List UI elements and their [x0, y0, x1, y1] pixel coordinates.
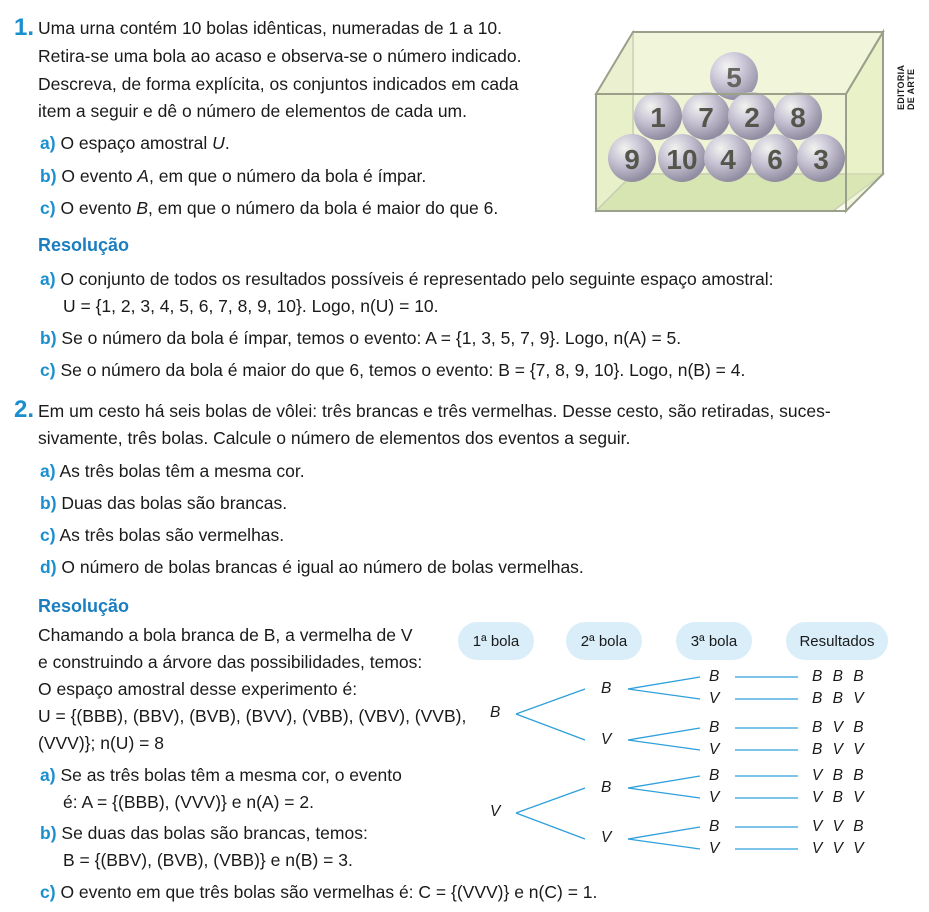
- q2-item-a: a) As três bolas têm a mesma cor.: [40, 461, 305, 481]
- svg-text:4: 4: [720, 144, 736, 175]
- q1-line-3: Descreva, de forma explícita, os conjuntos indicados em cada: [38, 74, 519, 94]
- res1-b-line: b) Se o número da bola é ímpar, temos o evento: A = {1, 3, 5, 7, 9}. Logo, n(A) = 5.: [40, 328, 682, 348]
- res2-c-line: c) O evento em que três bolas são vermelhas é: C = {(VVV)} e n(C) = 1.: [40, 882, 598, 902]
- tree-level1-b: B: [490, 704, 501, 721]
- q1-item-a: a) O espaço amostral U.: [40, 133, 230, 153]
- res2-line-4: U = {(BBB), (BBV), (BVB), (BVV), (VBB), (VBV), (VVB),: [38, 706, 467, 726]
- tree-level3-4: V: [709, 741, 720, 758]
- tree-level3-1: B: [709, 668, 720, 685]
- svg-text:8: 8: [790, 102, 806, 133]
- tree-level3-6: V: [709, 789, 720, 806]
- svg-text:5: 5: [726, 62, 742, 93]
- resolution-2-heading: Resolução: [38, 596, 130, 616]
- tree-level2-b-1: B: [601, 680, 612, 697]
- tree-level3-2: V: [709, 690, 720, 707]
- q1-line-4: item a seguir e dê o número de elementos de cada um.: [38, 101, 467, 121]
- svg-text:2: 2: [744, 102, 760, 133]
- q1-line-2: Retira-se uma bola ao acaso e observa-se o número indicado.: [38, 46, 522, 66]
- tree-level2-v-2: V: [601, 829, 612, 846]
- svg-text:7: 7: [698, 102, 714, 133]
- res2-line-2: e construindo a árvore das possibilidades, temos:: [38, 652, 423, 672]
- tree-result-7: V V B: [812, 818, 867, 835]
- res2-line-1: Chamando a bola branca de B, a vermelha de V: [38, 625, 413, 645]
- res2-line-3: O espaço amostral desse experimento é:: [38, 679, 358, 699]
- svg-text:6: 6: [767, 144, 783, 175]
- res2-line-5: (VVV)}; n(U) = 8: [38, 733, 164, 753]
- tree-level2-v-1: V: [601, 731, 612, 748]
- res2-b-line-1: b) Se duas das bolas são brancas, temos:: [40, 823, 368, 843]
- question-number-2: 2.: [14, 396, 35, 423]
- q2-item-b: b) Duas das bolas são brancas.: [40, 493, 288, 513]
- q2-item-d: d) O número de bolas brancas é igual ao número de bolas vermelhas.: [40, 557, 584, 577]
- tree-level3-8: V: [709, 840, 720, 857]
- tree-level1-v: V: [490, 803, 501, 820]
- q2-item-c: c) As três bolas são vermelhas.: [40, 525, 285, 545]
- tree-header-second: 2ª bola: [566, 622, 642, 660]
- resolution-1-heading: Resolução: [38, 235, 130, 255]
- tree-result-8: V V V: [812, 840, 867, 857]
- tree-level2-b-2: B: [601, 779, 612, 796]
- tree-header-third: 3ª bola: [676, 622, 752, 660]
- tree-header-results: Resultados: [786, 622, 888, 660]
- tree-level3-3: B: [709, 719, 720, 736]
- tree-result-4: B V V: [812, 741, 867, 758]
- tree-result-3: B V B: [812, 719, 867, 736]
- res1-c-line: c) Se o número da bola é maior do que 6, temos o evento: B = {7, 8, 9, 10}. Logo, n(B) = 4.: [40, 360, 746, 380]
- tree-level3-5: B: [709, 767, 720, 784]
- q2-line-2: sivamente, três bolas. Calcule o número de elementos dos eventos a seguir.: [38, 428, 631, 448]
- tree-result-2: B B V: [812, 690, 867, 707]
- tree-result-5: V B B: [812, 767, 867, 784]
- q1-item-c: c) O evento B, em que o número da bola é maior do que 6.: [40, 198, 499, 218]
- tree-level3-7: B: [709, 818, 720, 835]
- q1-item-b: b) O evento A, em que o número da bola é ímpar.: [40, 166, 427, 186]
- tree-result-1: B B B: [812, 668, 867, 685]
- res1-a-line-1: a) O conjunto de todos os resultados possíveis é representado pelo seguinte espaço amostral:: [40, 269, 774, 289]
- svg-text:9: 9: [624, 144, 640, 175]
- svg-text:10: 10: [666, 144, 698, 175]
- res1-a-line-2: U = {1, 2, 3, 4, 5, 6, 7, 8, 9, 10}. Logo, n(U) = 10.: [63, 296, 439, 316]
- q2-line-1: Em um cesto há seis bolas de vôlei: três brancas e três vermelhas. Desse cesto, são retiradas, suces-: [38, 401, 831, 421]
- tree-header-first: 1ª bola: [458, 622, 534, 660]
- res2-a-line-2: é: A = {(BBB), (VVV)} e n(A) = 2.: [63, 792, 314, 812]
- urn-illustration: [588, 26, 898, 221]
- question-number-1: 1.: [14, 14, 35, 41]
- svg-text:1: 1: [650, 102, 666, 133]
- svg-text:3: 3: [813, 144, 829, 175]
- res2-a-line-1: a) Se as três bolas têm a mesma cor, o evento: [40, 765, 402, 785]
- tree-result-6: V B V: [812, 789, 867, 806]
- illustration-credit: EDITORIA DE ARTE: [896, 65, 916, 110]
- tree-branches: [460, 665, 820, 865]
- res2-b-line-2: B = {(BBV), (BVB), (VBB)} e n(B) = 3.: [63, 850, 353, 870]
- q1-line-1: Uma urna contém 10 bolas idênticas, numeradas de 1 a 10.: [38, 18, 503, 38]
